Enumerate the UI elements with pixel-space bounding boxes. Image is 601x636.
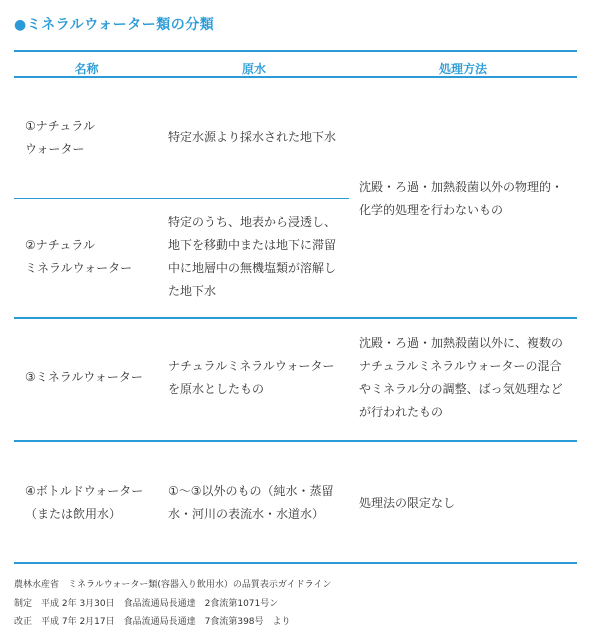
table-row-3-name: ③ミネラルウォーター [25,370,143,384]
column-header-method: 処理方法 [438,62,487,76]
footnote-source: 農林水産省 ミネラルウォーター類(容器入り飲用水）の品質表示ガイドライン [14,580,332,590]
table-row-1-source: 特定水源より採水された地下水 [168,130,337,144]
table-row-4-name: ④ボトルドウォーター （または飲用水） [25,484,144,521]
table-top-rule [14,50,577,52]
table-row-4-method: 処理法の限定なし [359,496,456,510]
row-2-divider [14,317,577,319]
page-title: ●ミネラルウォーター類の分類 [14,17,215,33]
header-bottom-rule [14,76,577,78]
table-bottom-rule [14,562,577,564]
footnote-enacted: 制定 平成 2年 3月30日 食品流通局長通達 2食流第1071号ン [14,599,279,609]
column-header-source: 原水 [241,62,266,76]
row-1-divider [14,198,349,199]
footnote-revised: 改正 平成 7年 2月17日 食品流通局長通達 7食流第398号 より [14,617,291,627]
table-row-1-name: ①ナチュラル ウォーター [25,119,96,156]
table-row-2-name: ②ナチュラル ミネラルウォーター [25,238,133,275]
table-row-3-method: 沈殿・ろ過・加熱殺菌以外に、複数の ナチュラルミネラルウォーターの混合 やミネラル分の調整、ばっ気処理など が行われたもの [359,336,564,419]
shared-method-cell: 沈殿・ろ過・加熱殺菌以外の物理的・ 化学的処理を行わないもの [359,180,564,217]
table-row-2-source: 特定のうち、地表から浸透し、 地下を移動中または地下に滞留 中に地層中の無機塩類が溶解し た地下水 [168,215,337,298]
table-row-4-source: ①〜③以外のもの（純水・蒸留 水・河川の表流水・水道水） [168,484,334,521]
table-row-3-source: ナチュラルミネラルウォーター を原水としたもの [168,359,335,396]
row-3-divider [14,440,577,442]
column-header-name: 名称 [74,62,99,76]
